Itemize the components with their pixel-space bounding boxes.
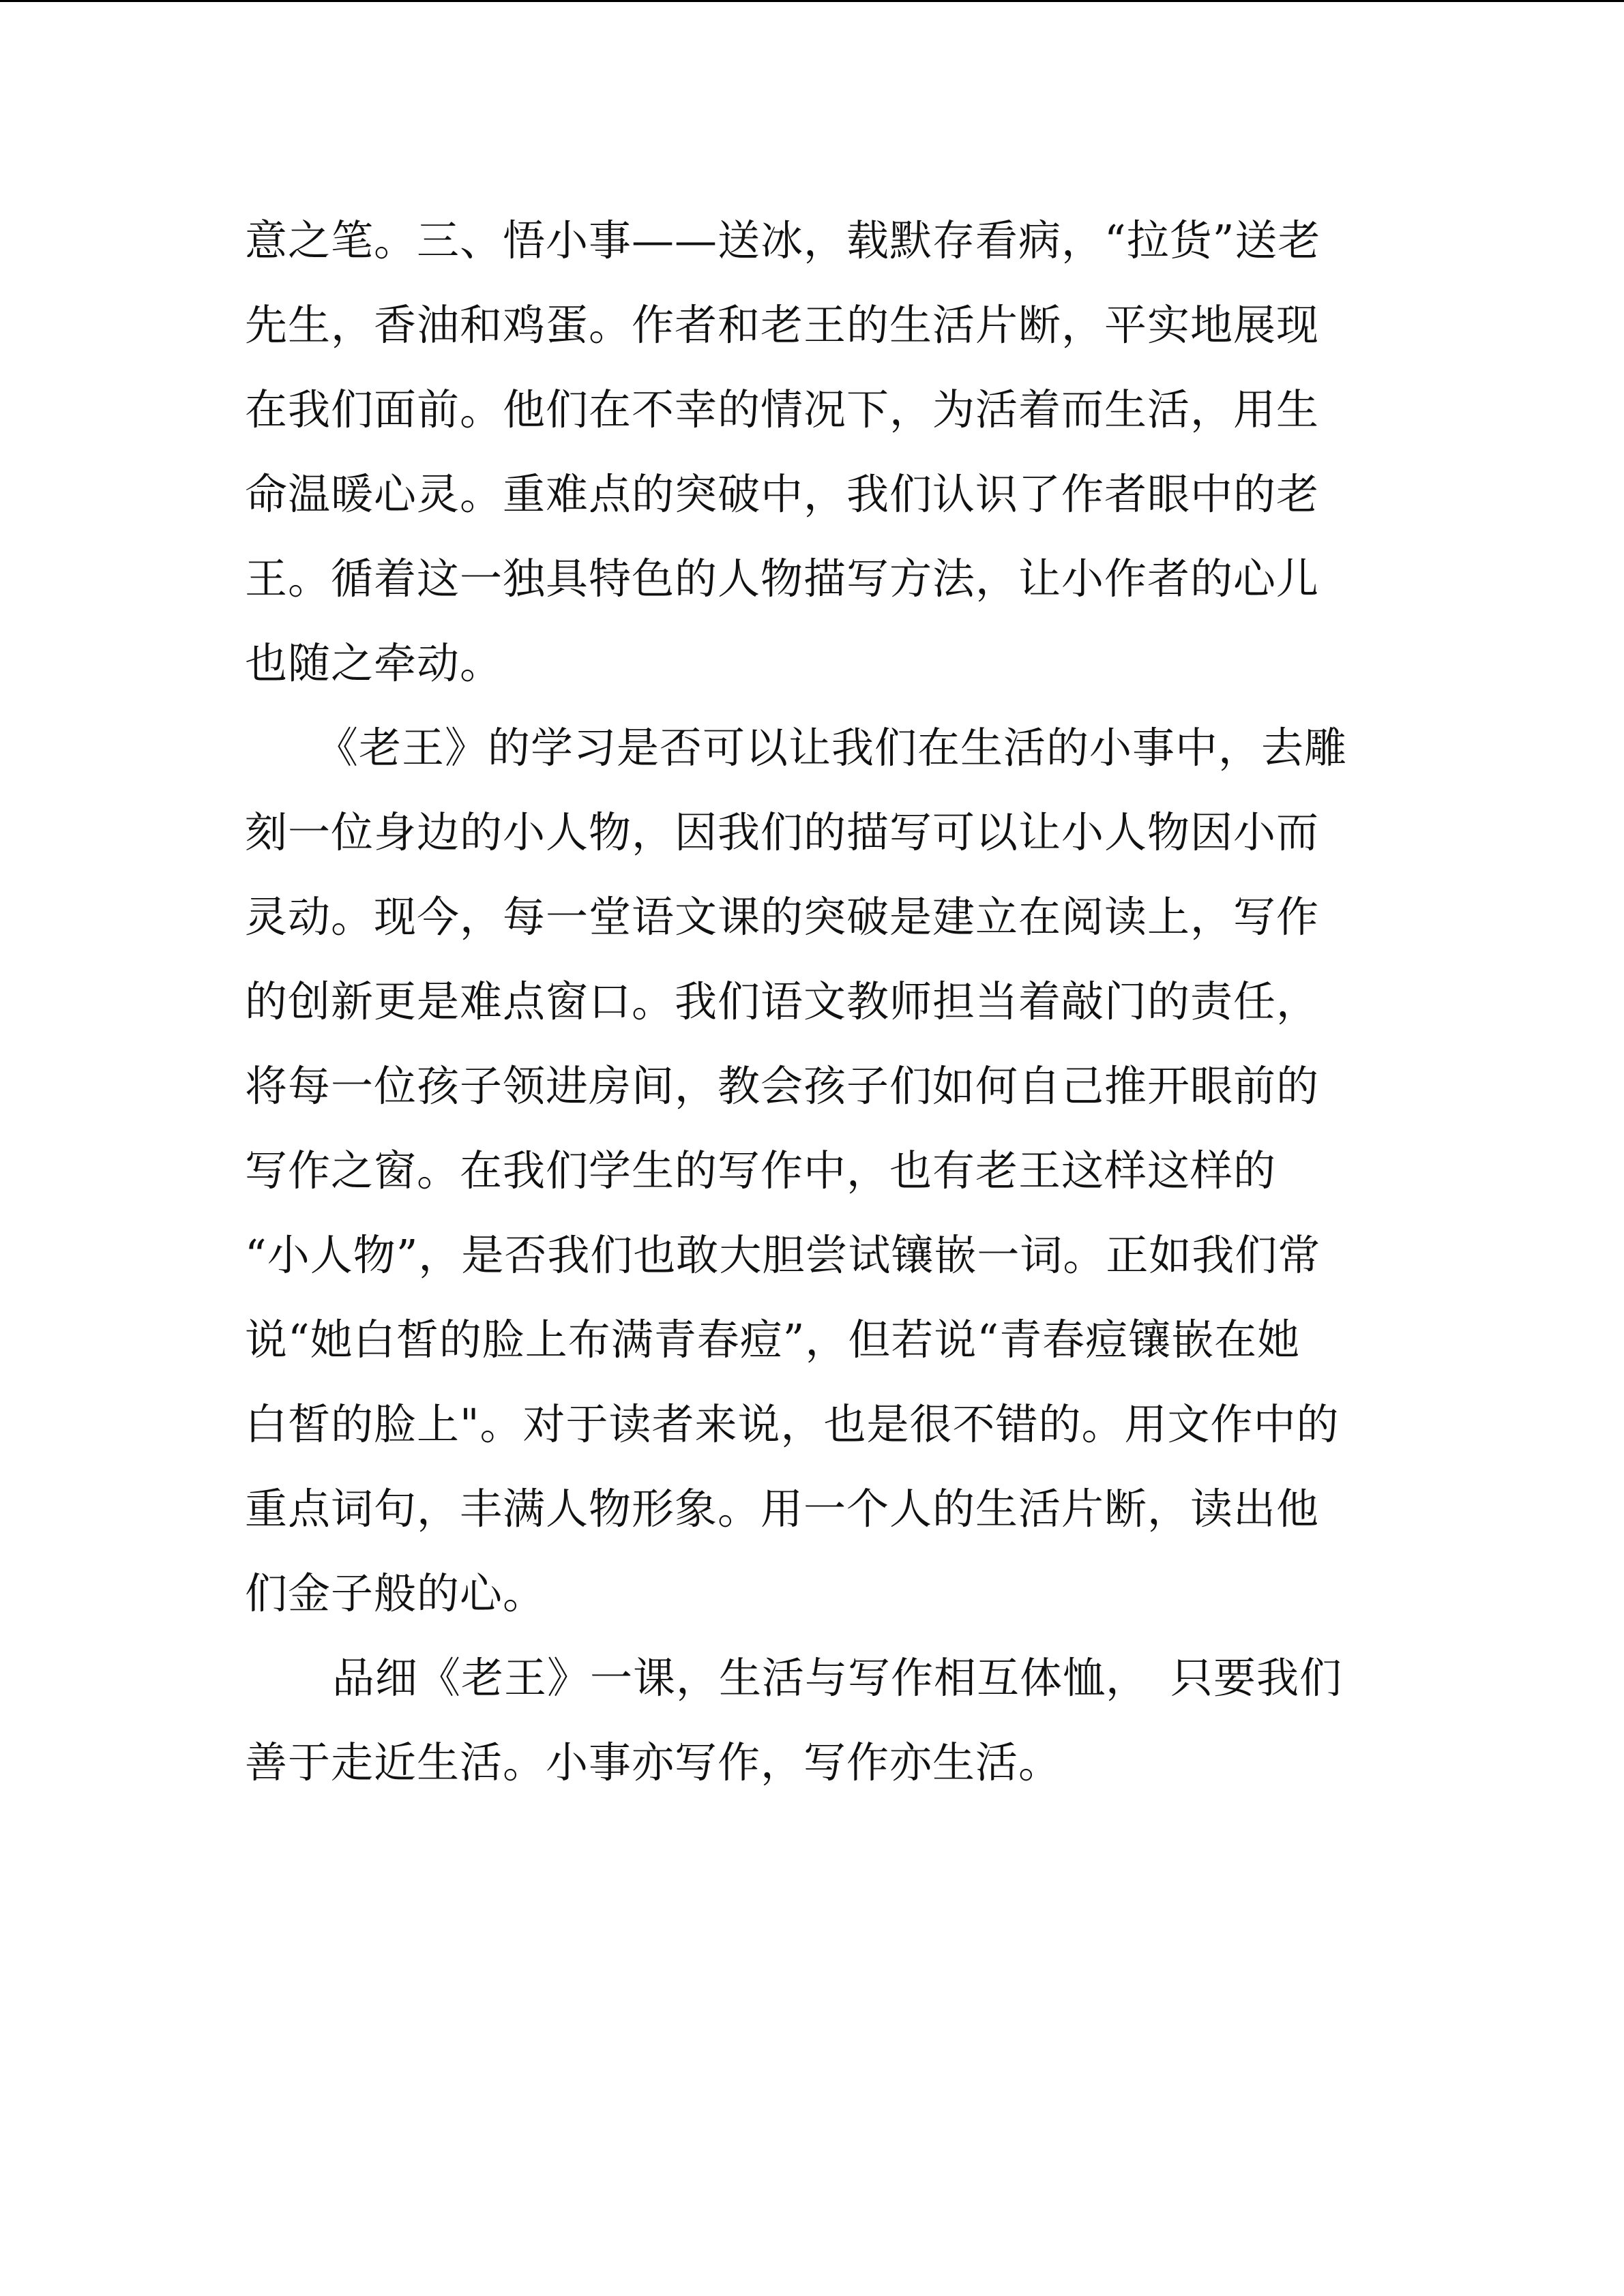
text-line: 白皙的脸上"。对于读者来说，也是很不错的。用文作中的 [245,1399,1340,1449]
text-line: 将每一位孩子领进房间，教会孩子们如何自己推开眼前的 [245,1061,1320,1111]
text-line: 《老王》的学习是否可以让我们在生活的小事中，去雕 [316,723,1348,773]
text-line: 灵动。现今，每一堂语文课的突破是建立在阅读上，写作 [245,892,1320,942]
text-line: 的创新更是难点窗口。我们语文教师担当着敲门的责任， [245,976,1320,1026]
text-line: 刻一位身边的小人物，因我们的描写可以让小人物因小而 [245,807,1320,857]
text-line: 王。循着这一独具特色的人物描写方法，让小作者的心儿 [245,554,1320,603]
text-line: 也随之牵动。 [245,638,503,688]
document-body [245,198,1377,1805]
text-line: 善于走近生活。小事亦写作，写作亦生活。 [245,1738,1062,1787]
text-line: 品细《老王》一课，生活与写作相互体恤， 只要我们 [332,1653,1343,1703]
text-line: 们金子般的心。 [245,1568,546,1618]
paragraph-1 [245,198,1377,706]
text-line: 意之笔。三、悟小事——送冰，载默存看病，“拉货”送老 [245,215,1321,265]
paragraph-2 [245,706,1377,1636]
text-line: 命温暖心灵。重难点的突破中，我们认识了作者眼中的老 [245,469,1320,519]
text-line: “小人物”，是否我们也敢大胆尝试镶嵌一词。正如我们常 [245,1230,1321,1280]
text-line: 重点词句，丰满人物形象。用一个人的生活片断，读出他 [245,1484,1320,1534]
text-line: 说“她白皙的脸上布满青春痘”，但若说“青春痘镶嵌在她 [245,1315,1301,1365]
text-line: 写作之窗。在我们学生的写作中，也有老王这样这样的 [245,1146,1277,1195]
text-line: 在我们面前。他们在不幸的情况下，为活着而生活，用生 [245,385,1320,434]
text-line: 先生，香油和鸡蛋。作者和老王的生活片断，平实地展现 [245,300,1320,350]
paragraph-3 [245,1636,1377,1805]
